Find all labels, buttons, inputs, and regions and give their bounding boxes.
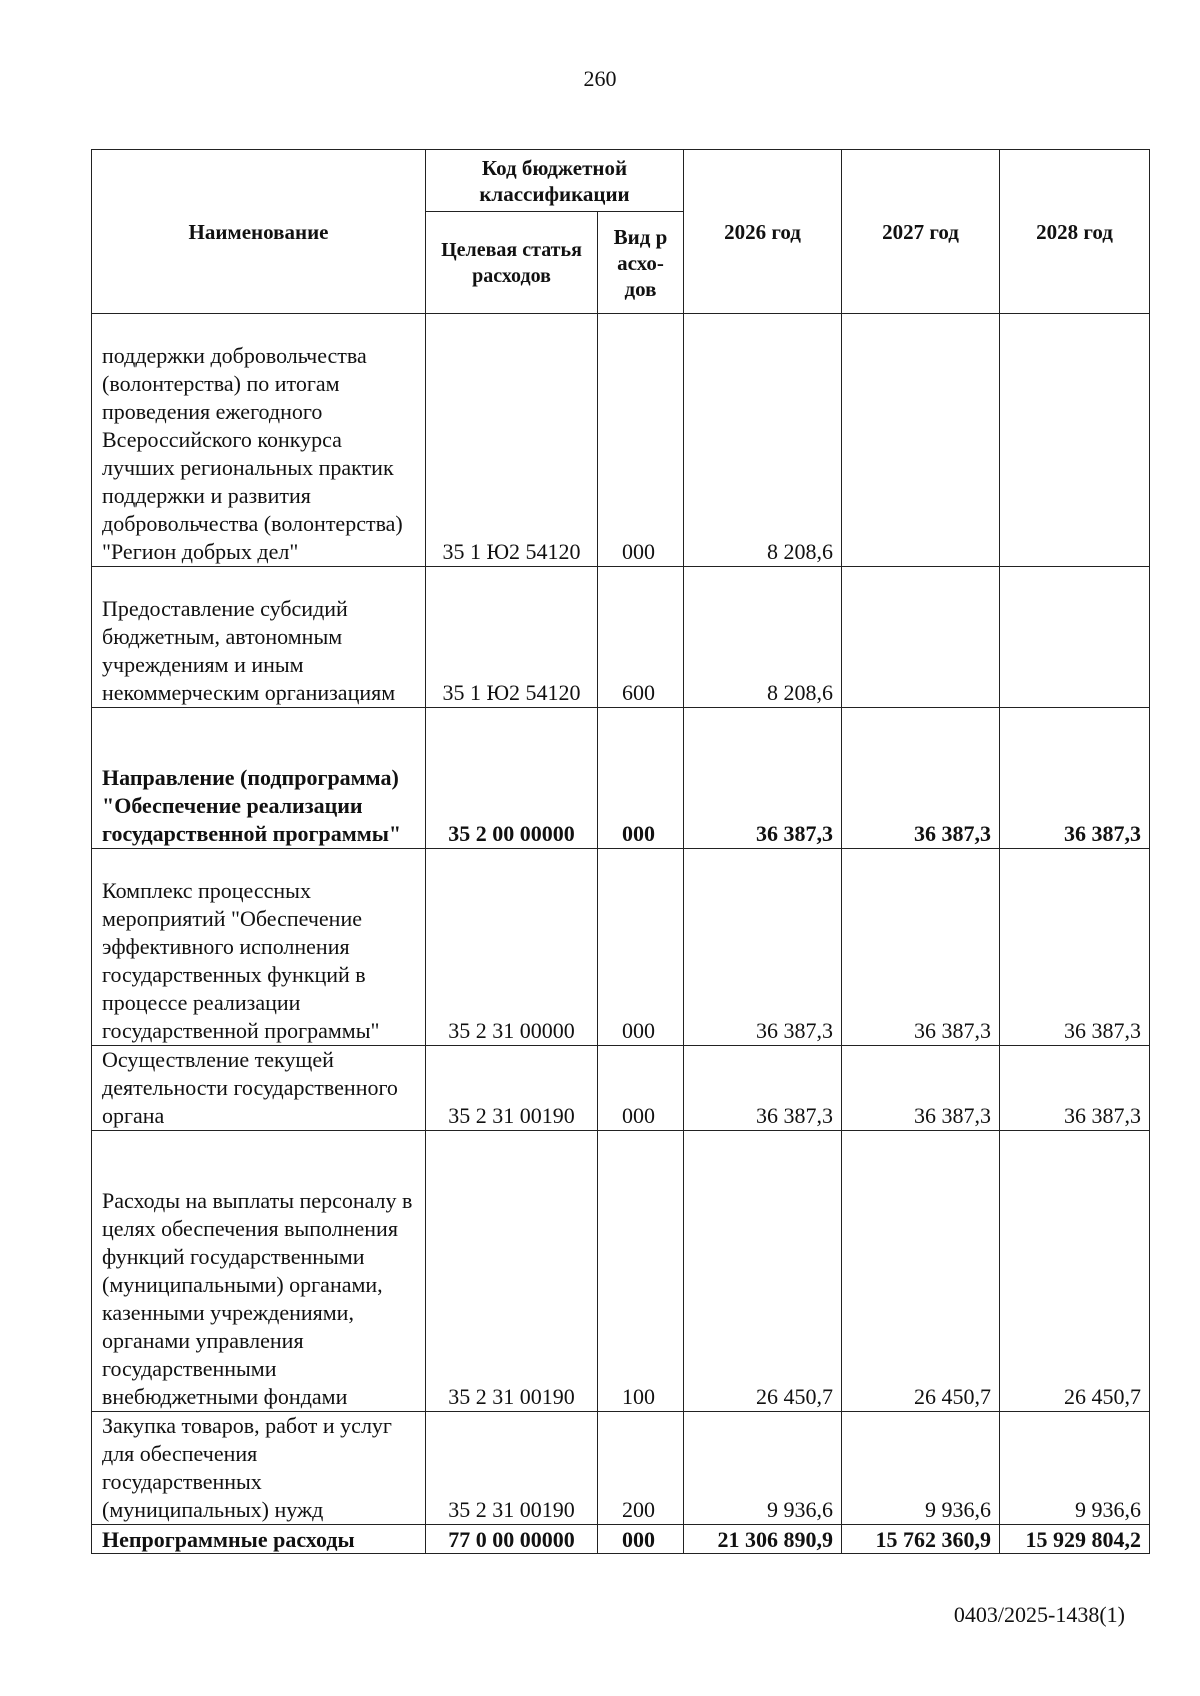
row-vid: 000 bbox=[598, 1046, 684, 1131]
row-value-2028 bbox=[1000, 314, 1150, 567]
budget-table bbox=[91, 149, 1150, 1554]
row-value-2026: 8 208,6 bbox=[684, 314, 842, 567]
row-vid: 000 bbox=[598, 314, 684, 567]
header-target-article: Целевая статья расходов bbox=[426, 212, 598, 314]
row-value-2028: 36 387,3 bbox=[1000, 708, 1150, 849]
table-row bbox=[92, 1131, 1150, 1412]
row-value-2027: 36 387,3 bbox=[842, 708, 1000, 849]
row-value-2026: 26 450,7 bbox=[684, 1131, 842, 1412]
table-row bbox=[92, 708, 1150, 849]
row-code: 35 1 Ю2 54120 bbox=[426, 314, 598, 567]
row-value-2027: 36 387,3 bbox=[842, 1046, 1000, 1131]
row-value-2028: 9 936,6 bbox=[1000, 1412, 1150, 1525]
row-name: Закупка товаров, работ и услуг для обеспечения государственных (муниципальных) нужд bbox=[92, 1412, 426, 1525]
row-code: 35 2 31 00000 bbox=[426, 849, 598, 1046]
row-vid: 200 bbox=[598, 1412, 684, 1525]
header-year-2027: 2027 год bbox=[842, 150, 1000, 314]
row-code: 35 2 31 00190 bbox=[426, 1131, 598, 1412]
table-row bbox=[92, 1412, 1150, 1525]
document-code: 0403/2025-1438(1) bbox=[953, 1602, 1125, 1627]
row-code: 77 0 00 00000 bbox=[426, 1525, 598, 1554]
row-value-2027: 26 450,7 bbox=[842, 1131, 1000, 1412]
table-row bbox=[92, 314, 1150, 567]
row-code: 35 2 00 00000 bbox=[426, 708, 598, 849]
row-name: Осуществление текущей деятельности государственного органа bbox=[92, 1046, 426, 1131]
header-expense-type: Вид расхо-дов bbox=[598, 212, 684, 314]
header-name: Наименование bbox=[92, 150, 426, 314]
row-vid: 000 bbox=[598, 849, 684, 1046]
row-value-2027 bbox=[842, 567, 1000, 708]
table-row bbox=[92, 567, 1150, 708]
row-value-2028: 15 929 804,2 bbox=[1000, 1525, 1150, 1554]
header-year-2026: 2026 год bbox=[684, 150, 842, 314]
row-value-2027: 36 387,3 bbox=[842, 849, 1000, 1046]
row-name: Предоставление субсидий бюджетным, автономным учреждениям и иным некоммерческим организациям bbox=[92, 567, 426, 708]
row-name: Расходы на выплаты персоналу в целях обеспечения выполнения функций государственными (муниципальными) органами, казенными учреждениями, органами управления государственными внебюджетными фондами bbox=[92, 1131, 426, 1412]
table-row bbox=[92, 849, 1150, 1046]
row-vid: 600 bbox=[598, 567, 684, 708]
header-code-group: Код бюджетной классификации bbox=[426, 150, 684, 212]
row-code: 35 1 Ю2 54120 bbox=[426, 567, 598, 708]
row-vid: 100 bbox=[598, 1131, 684, 1412]
table-row bbox=[92, 1046, 1150, 1131]
header-year-2028: 2028 год bbox=[1000, 150, 1150, 314]
row-code: 35 2 31 00190 bbox=[426, 1412, 598, 1525]
row-vid: 000 bbox=[598, 1525, 684, 1554]
row-value-2026: 8 208,6 bbox=[684, 567, 842, 708]
page-number: 260 bbox=[583, 66, 617, 91]
row-value-2026: 36 387,3 bbox=[684, 849, 842, 1046]
row-value-2028: 36 387,3 bbox=[1000, 1046, 1150, 1131]
row-value-2028: 36 387,3 bbox=[1000, 849, 1150, 1046]
row-value-2026: 36 387,3 bbox=[684, 1046, 842, 1131]
row-value-2026: 9 936,6 bbox=[684, 1412, 842, 1525]
row-value-2027 bbox=[842, 314, 1000, 567]
row-name: поддержки добровольчества (волонтерства) по итогам проведения ежегодного Всероссийского конкурса лучших региональных практик поддержки и развития добровольчества (волонтерства) "Регион добрых дел" bbox=[92, 314, 426, 567]
table-row bbox=[92, 1525, 1150, 1554]
row-vid: 000 bbox=[598, 708, 684, 849]
row-value-2028 bbox=[1000, 567, 1150, 708]
row-name: Непрограммные расходы bbox=[92, 1525, 426, 1554]
row-code: 35 2 31 00190 bbox=[426, 1046, 598, 1131]
row-value-2027: 9 936,6 bbox=[842, 1412, 1000, 1525]
row-name: Направление (подпрограмма) "Обеспечение реализации государственной программы" bbox=[92, 708, 426, 849]
row-value-2028: 26 450,7 bbox=[1000, 1131, 1150, 1412]
row-value-2026: 21 306 890,9 bbox=[684, 1525, 842, 1554]
row-name: Комплекс процессных мероприятий "Обеспечение эффективного исполнения государственных функций в процессе реализации государственной программы" bbox=[92, 849, 426, 1046]
row-value-2027: 15 762 360,9 bbox=[842, 1525, 1000, 1554]
row-value-2026: 36 387,3 bbox=[684, 708, 842, 849]
